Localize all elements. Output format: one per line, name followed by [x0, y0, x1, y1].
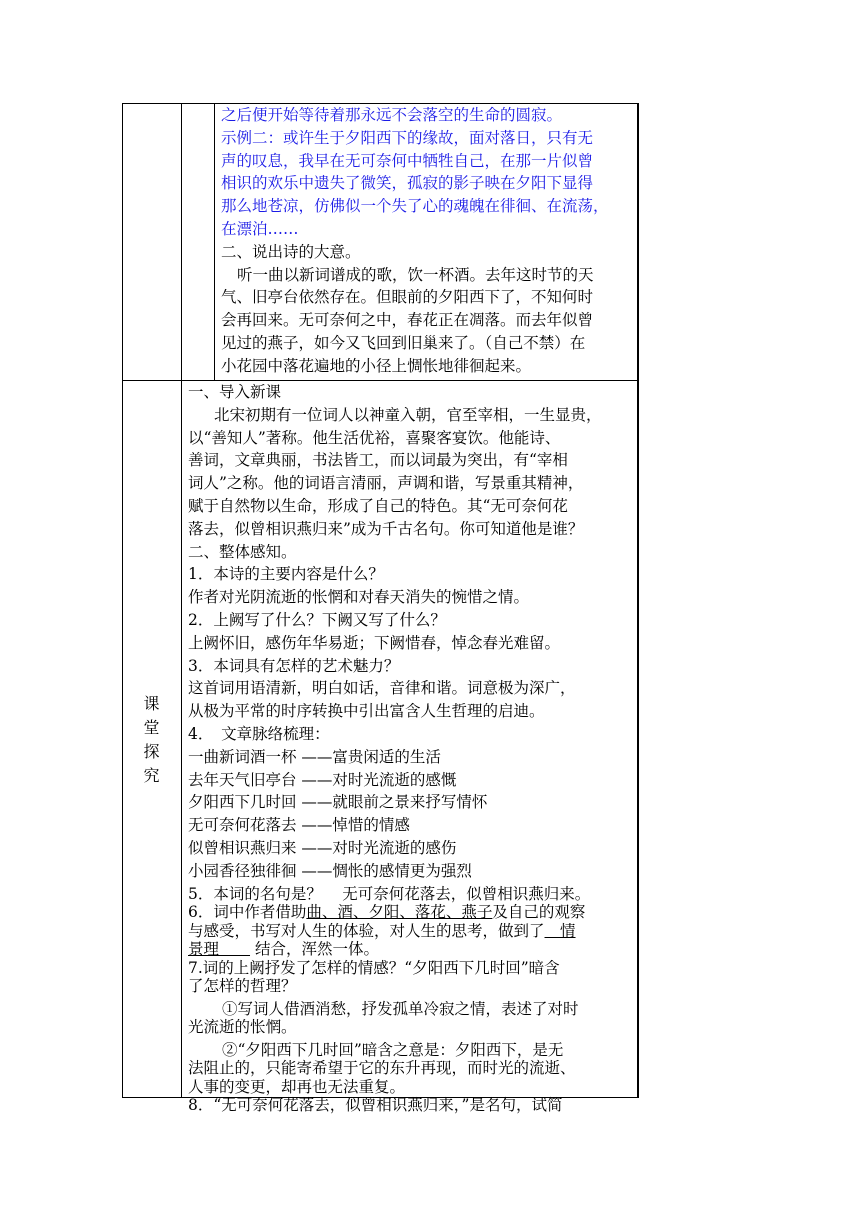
section-heading: 二、说出诗的大意。 — [221, 242, 361, 261]
example-line: 示例二：或许生于夕阳西下的缘故，面对落日，只有无 — [221, 128, 594, 147]
side-char: 探 — [143, 742, 160, 761]
side-char: 课 — [143, 694, 160, 713]
outline-item: 一曲新词酒一杯 ——富贵闲适的生活 — [188, 747, 441, 766]
q6-underline: 景理 — [188, 940, 251, 958]
intro-line: 以“善知人”著称。他生活优裕，喜聚客宴饮。他能诗、 — [188, 428, 561, 447]
question: 5．本词的名句是？ 无可奈何花落去，似曾相识燕归来。 — [188, 884, 591, 903]
question: 1．本诗的主要内容是什么？ — [188, 565, 384, 584]
question-6 — [188, 903, 585, 922]
col-divider-1 — [181, 103, 182, 1098]
section-heading: 一、导入新课 — [188, 383, 282, 401]
answer: 这首词用语清新，明白如话，音律和谐。词意极为深广， — [188, 679, 576, 698]
question-7: 7.词的上阙抒发了怎样的情感？“夕阳西下几时回”暗含 — [188, 958, 560, 977]
answer: 从极为平常的时序转换中引出富含人生哲理的启迪。 — [188, 702, 545, 721]
meaning-line: 见过的燕子，如今又飞回到旧巢来了。（自己不禁）在 — [221, 333, 586, 352]
outline-item: 夕阳西下几时回 ——就眼前之景来抒写情怀 — [188, 793, 488, 812]
outline-item: 去年天气旧亭台 ——对时光流逝的感慨 — [188, 770, 457, 789]
outline-item: 小园香径独徘徊 ——惆怅的感情更为强烈 — [188, 861, 472, 880]
question: 2．上阙写了什么？下阙又写了什么？ — [188, 610, 446, 629]
col-divider-2-upper — [214, 103, 215, 380]
intro-line: 善词，文章典丽，书法皆工，而以词最为突出，有“宰相 — [188, 451, 568, 470]
meaning-line: 气、旧亭台依然存在。但眼前的夕阳西下了，不知何时 — [221, 288, 594, 307]
answer: 上阙怀旧，感伤年华易逝；下阙惜春，悼念春光难留。 — [188, 633, 561, 652]
side-char: 究 — [143, 766, 160, 785]
col-divider-3 — [638, 103, 639, 1098]
example-line: 之后便开始等待着那永远不会落空的生命的圆寂。 — [221, 106, 563, 124]
example-line: 声的叹息，我早在无可奈何中牺牲自己，在那一片似曾 — [221, 151, 594, 170]
q6-text: 与感受，书写对人生的体验，对人生的思考，做到了 — [188, 921, 545, 940]
section-heading: 二、整体感知。 — [188, 542, 297, 561]
answer-7-2: 法阻止的，只能寄希望于它的东升再现，而时光的流逝、 — [188, 1059, 576, 1077]
side-label — [122, 692, 181, 788]
answer: 作者对光阴流逝的怅惘和对春天消失的惋惜之情。 — [188, 588, 530, 607]
example-line: 那么地苍凉，仿佛似一个失了心的魂魄在徘徊、在流荡， — [221, 197, 609, 216]
example-line: 相识的欢乐中遗失了微笑，孤寂的影子映在夕阳下显得 — [221, 174, 594, 193]
question: 4． 文章脉络梳理： — [188, 724, 330, 743]
example-line: 在漂泊…… — [221, 219, 299, 238]
answer-7-2: ②“夕阳西下几时回”暗含之意是：夕阳西下，是无 — [222, 1040, 564, 1059]
row2-content-lower — [188, 903, 585, 1115]
q6-underline: 情 — [544, 921, 576, 940]
intro-line: 落去，似曾相识燕归来”成为千古名句。你可知道他是谁？ — [188, 519, 584, 538]
answer-7-2: 人事的变更，却再也无法重复。 — [188, 1077, 406, 1096]
meaning-line: 会再回来。无可奈何之中，春花正在凋落。而去年似曾 — [221, 311, 594, 330]
q6-text: 及自己的观察 — [492, 903, 586, 921]
intro-line: 北宋初期有一位词人以神童入朝，官至宰相，一生显贵， — [214, 405, 602, 424]
question-8: 8．“无可奈何花落去，似曾相识燕归来，”是名句，试简 — [188, 1096, 563, 1114]
question-6-line3 — [188, 940, 585, 959]
side-char: 堂 — [143, 718, 160, 737]
question-6-line2 — [188, 922, 585, 941]
outline-item: 无可奈何花落去 ——悼惜的情感 — [188, 816, 410, 835]
intro-line: 词人”之称。他的词语言清丽，声调和谐，写景重其精神， — [188, 474, 584, 493]
question: 3．本词具有怎样的艺术魅力？ — [188, 656, 400, 675]
q6-underline: 曲、酒、夕阳、落花、燕子 — [306, 903, 493, 921]
intro-line: 赋于自然物以生命，形成了自己的特色。其“无可奈何花 — [188, 496, 568, 515]
q6-text: 6．词中作者借助 — [188, 903, 307, 921]
question-7: 了怎样的哲理？ — [188, 977, 297, 995]
meaning-line: 听一曲以新词谱成的歌，饮一杯酒。去年这时节的天 — [237, 265, 594, 284]
outline-item: 似曾相识燕归来 ——对时光流逝的感伤 — [188, 838, 457, 857]
row2-content — [188, 381, 602, 905]
row1-content — [221, 104, 609, 378]
answer-7-1: ①写词人借酒消愁，抒发孤单冷寂之情，表述了对时 — [222, 999, 579, 1018]
answer-7-1: 光流逝的怅惘。 — [188, 1018, 297, 1036]
meaning-line: 小花园中落花遍地的小径上惆怅地徘徊起来。 — [221, 356, 532, 375]
q6-text: 结合，浑然一体。 — [250, 940, 379, 958]
